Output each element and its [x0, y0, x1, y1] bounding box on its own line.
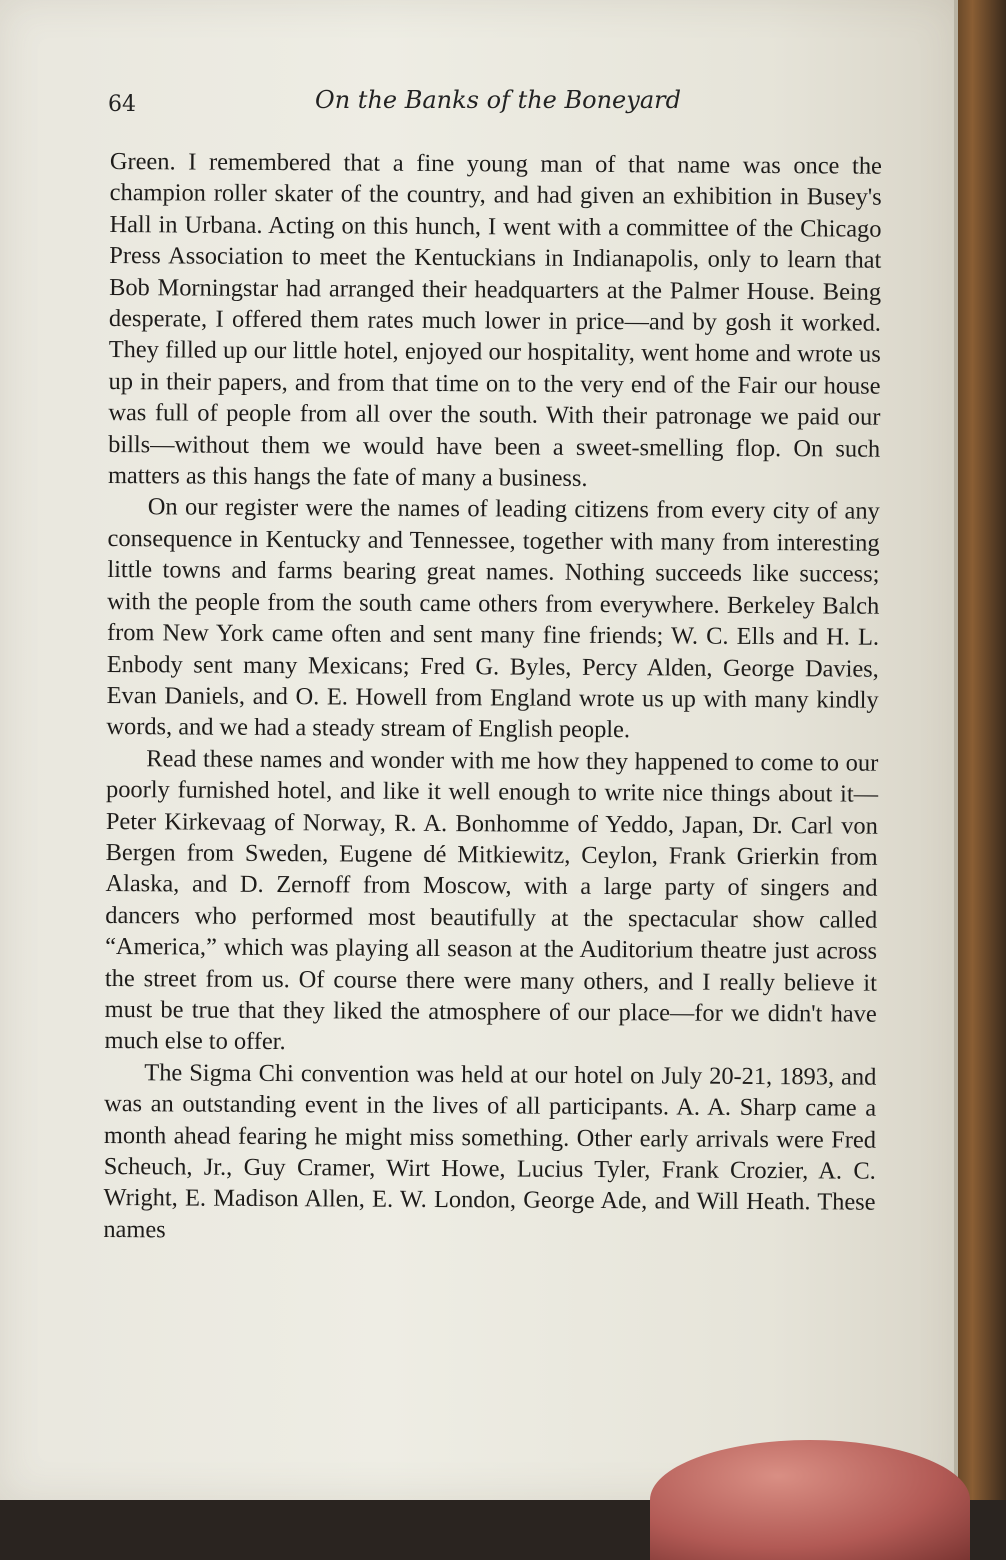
paragraph: The Sigma Chi convention was held at our hotel on July 20-21, 1893, and was an outstanding event in the lives of all participants. A. A. Sharp came a month ahead fearing he might miss something. Other early arrivals were Fred Scheuch, Jr., Guy Cramer, Wirt Howe, Lucius Tyler, Frank Crozier, A. C. Wright, E. Madison Allen, E. W. London, George Ade, and Will Heath. These names: [103, 1059, 877, 1244]
thumb: [650, 1440, 970, 1560]
page-header: [108, 86, 888, 126]
book-spine: [958, 0, 1006, 1500]
running-title: On the Banks of the Boneyard: [315, 86, 681, 114]
paragraph: Green. I remembered that a fine young man of that name was once the champion roller skater of the country, and had given an exhibition in Busey's Hall in Urbana. Acting on this hunch, I went with a committee of the Chicago Press Association to meet the Kentuckians in Indianapolis, only to learn that Bob Morningstar had arranged their headquarters at the Palmer House. Being desperate, I offered them rates much lower in price—and by gosh it worked. They filled up our little hotel, enjoyed our hospitality, went home and wrote us up in their papers, and from that time on to the very end of the Fair our house was full of people from all over the south. With their patronage we paid our bills—without them we would have been a sweet-smelling flop. On such matters as this hangs the fate of many a business.: [107, 147, 882, 492]
page-number: 64: [108, 92, 136, 117]
paragraph: On our register were the names of leading citizens from every city of any consequence in Kentucky and Tennessee, together with many from interesting little towns and farms bearing great names. Nothing succeeds like success; with the people from the south came others from everywhere. Berkeley Balch from New York came often and sent many fine friends; W. C. Ells and H. L. Enbody sent many Mexicans; Fred G. Byles, Percy Alden, George Davies, Evan Daniels, and O. E. Howell from England wrote us up with many kindly words, and we had a steady stream of English people.: [106, 493, 880, 744]
paragraph: Read these names and wonder with me how they happened to come to our poorly furnished hotel, and like it well enough to write nice things about it—Peter Kirkevaag of Norway, R. A. Bonhomme of Yeddo, Japan, Dr. Carl von Bergen from Sweden, Eugene dé Mitkiewitz, Ceylon, Frank Grierkin from Alaska, and D. Zernoff from Moscow, with a large party of singers and dancers who performed most beautifully at the spectacular show called “America,” which was playing all season at the Auditorium theatre just across the street from us. Of course there were many others, and I really believe it must be true that they liked the atmosphere of our place—for we didn't have much else to offer.: [104, 744, 879, 1056]
body-text: [103, 146, 882, 1250]
